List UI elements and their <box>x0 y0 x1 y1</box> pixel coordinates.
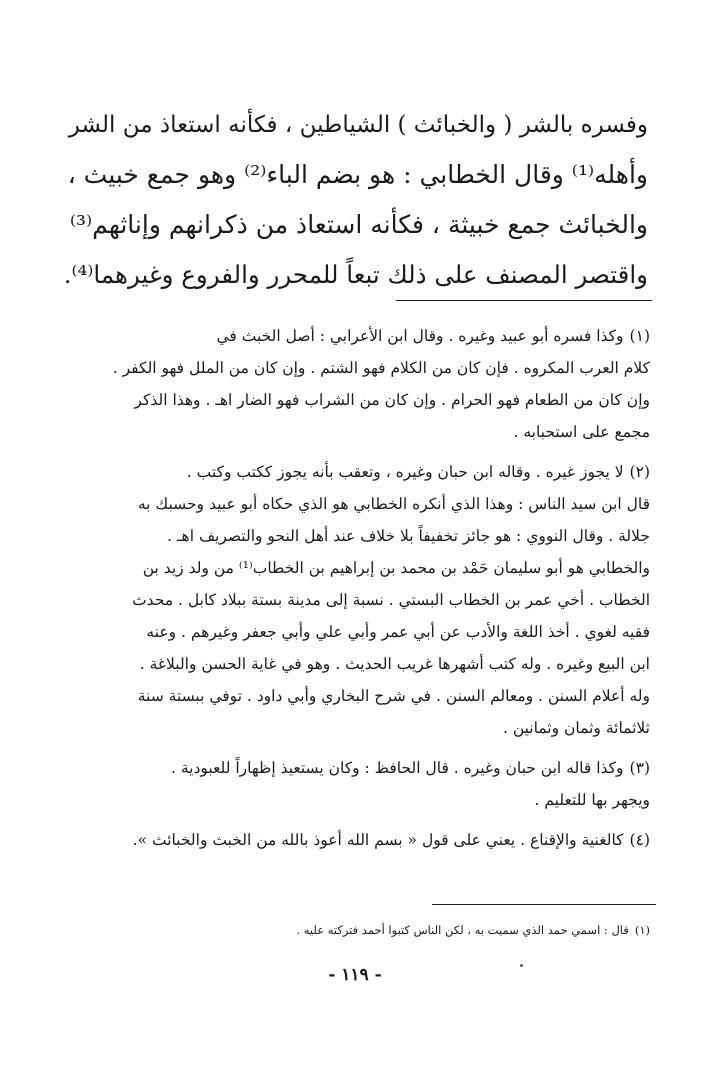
main-text-line: وأهله⁽¹⁾ وقال الخطابي : هو بضم الباء⁽²⁾ وهو جمع خبيث ، <box>67 160 648 189</box>
footnote-line: ابن البيع وغيره . وله كتب أشهرها غريب الحديث . وهو في غاية الحسن والبلاغة . <box>139 655 650 673</box>
footnote-line: قال ابن سيد الناس : وهذا الذي أنكره الخطابي هو الذي حكاه أبو عبيد وحسبك به <box>137 495 650 513</box>
print-speck <box>520 964 523 967</box>
footnote-number: (٢) <box>629 463 650 481</box>
main-text-line: واقتصر المصنف على ذلك تبعاً للمحرر والفروع وغيرهما⁽⁴⁾. <box>63 260 648 289</box>
footnote-separator <box>396 300 652 301</box>
subnote-separator <box>432 904 656 905</box>
footnote-number: (٣) <box>629 759 650 777</box>
subnote-text: قال : اسمي حمد الذي سميت به ، لكن الناس كتبوا أحمد فتركته عليه . <box>296 923 629 937</box>
footnote-line: لا يجوز غيره . وقاله ابن حبان وغيره ، وتعقب بأنه يجوز ككتب وكتب . <box>186 463 624 481</box>
subnote-number: (١) <box>634 923 650 937</box>
footnote-line: ويجهر بها للتعليم . <box>534 791 650 809</box>
footnote-line: والخطابي هو أبو سليمان حَمْد بن محمد بن إبراهيم بن الخطاب⁽¹⁾ من ولد زيد بن <box>142 559 650 577</box>
footnote-number: (١) <box>629 327 650 345</box>
footnote-1 <box>62 320 650 448</box>
main-text-line: والخبائث جمع خبيثة ، فكأنه استعاذ من ذكرانهم وإناثهم⁽³⁾ <box>69 210 648 239</box>
main-text-block <box>60 100 648 300</box>
footnote-line: فقيه لغوي . أخذ اللغة والأدب عن أبي عمر وأبي علي وأبي جعفر وغيرهم . وعنه <box>146 623 650 641</box>
footnote-line: وكذا قاله ابن حبان وغيره . قال الحافظ : وكان يستعيذ إظهاراً للعبودية . <box>171 759 624 777</box>
footnote-line: الخطاب . أخي عمر بن الخطاب البستي . نسبة إلى مدينة بستة ببلاد كابل . محدث <box>132 591 650 609</box>
footnote-line: جلالة . وقال النووي : هو جائز تخفيفاً بلا خلاف عند أهل النحو والتصريف اهـ . <box>167 527 650 545</box>
page-number: - ١١٩ - <box>328 965 382 985</box>
footnote-line: مجمع على استحبابه . <box>513 423 650 441</box>
footnote-number: (٤) <box>629 831 650 849</box>
footnotes-block <box>62 320 650 864</box>
footnote-line: وكذا فسره أبو عبيد وغيره . وقال ابن الأعرابي : أصل الخبث في <box>216 327 624 345</box>
main-text-line: وفسره بالشر ( والخبائث ) الشياطين ، فكأنه استعاذ من الشر <box>68 112 648 138</box>
footnote-line: وله أعلام السنن . ومعالم السنن . في شرح البخاري وأبي داود . توفي ببستة سنة <box>137 687 650 705</box>
footnote-line: كالغنية والإقناع . يعني على قول « بسم الله أعوذ بالله من الخبث والخبائث ». <box>132 831 624 849</box>
footnote-2 <box>62 456 650 744</box>
sub-footnote <box>180 918 650 942</box>
footnote-3 <box>62 752 650 816</box>
footnote-line: كلام العرب المكروه . فإن كان من الكلام فهو الشتم . وإن كان من الملل فهو الكفر . <box>112 359 650 377</box>
footnote-4 <box>62 824 650 856</box>
footnote-line: ثلاثمائة وثمان وثمانين . <box>502 719 650 737</box>
footnote-line: وإن كان من الطعام فهو الحرام . وإن كان من الشراب فهو الضار اهـ . وهذا الذكر <box>134 391 650 409</box>
